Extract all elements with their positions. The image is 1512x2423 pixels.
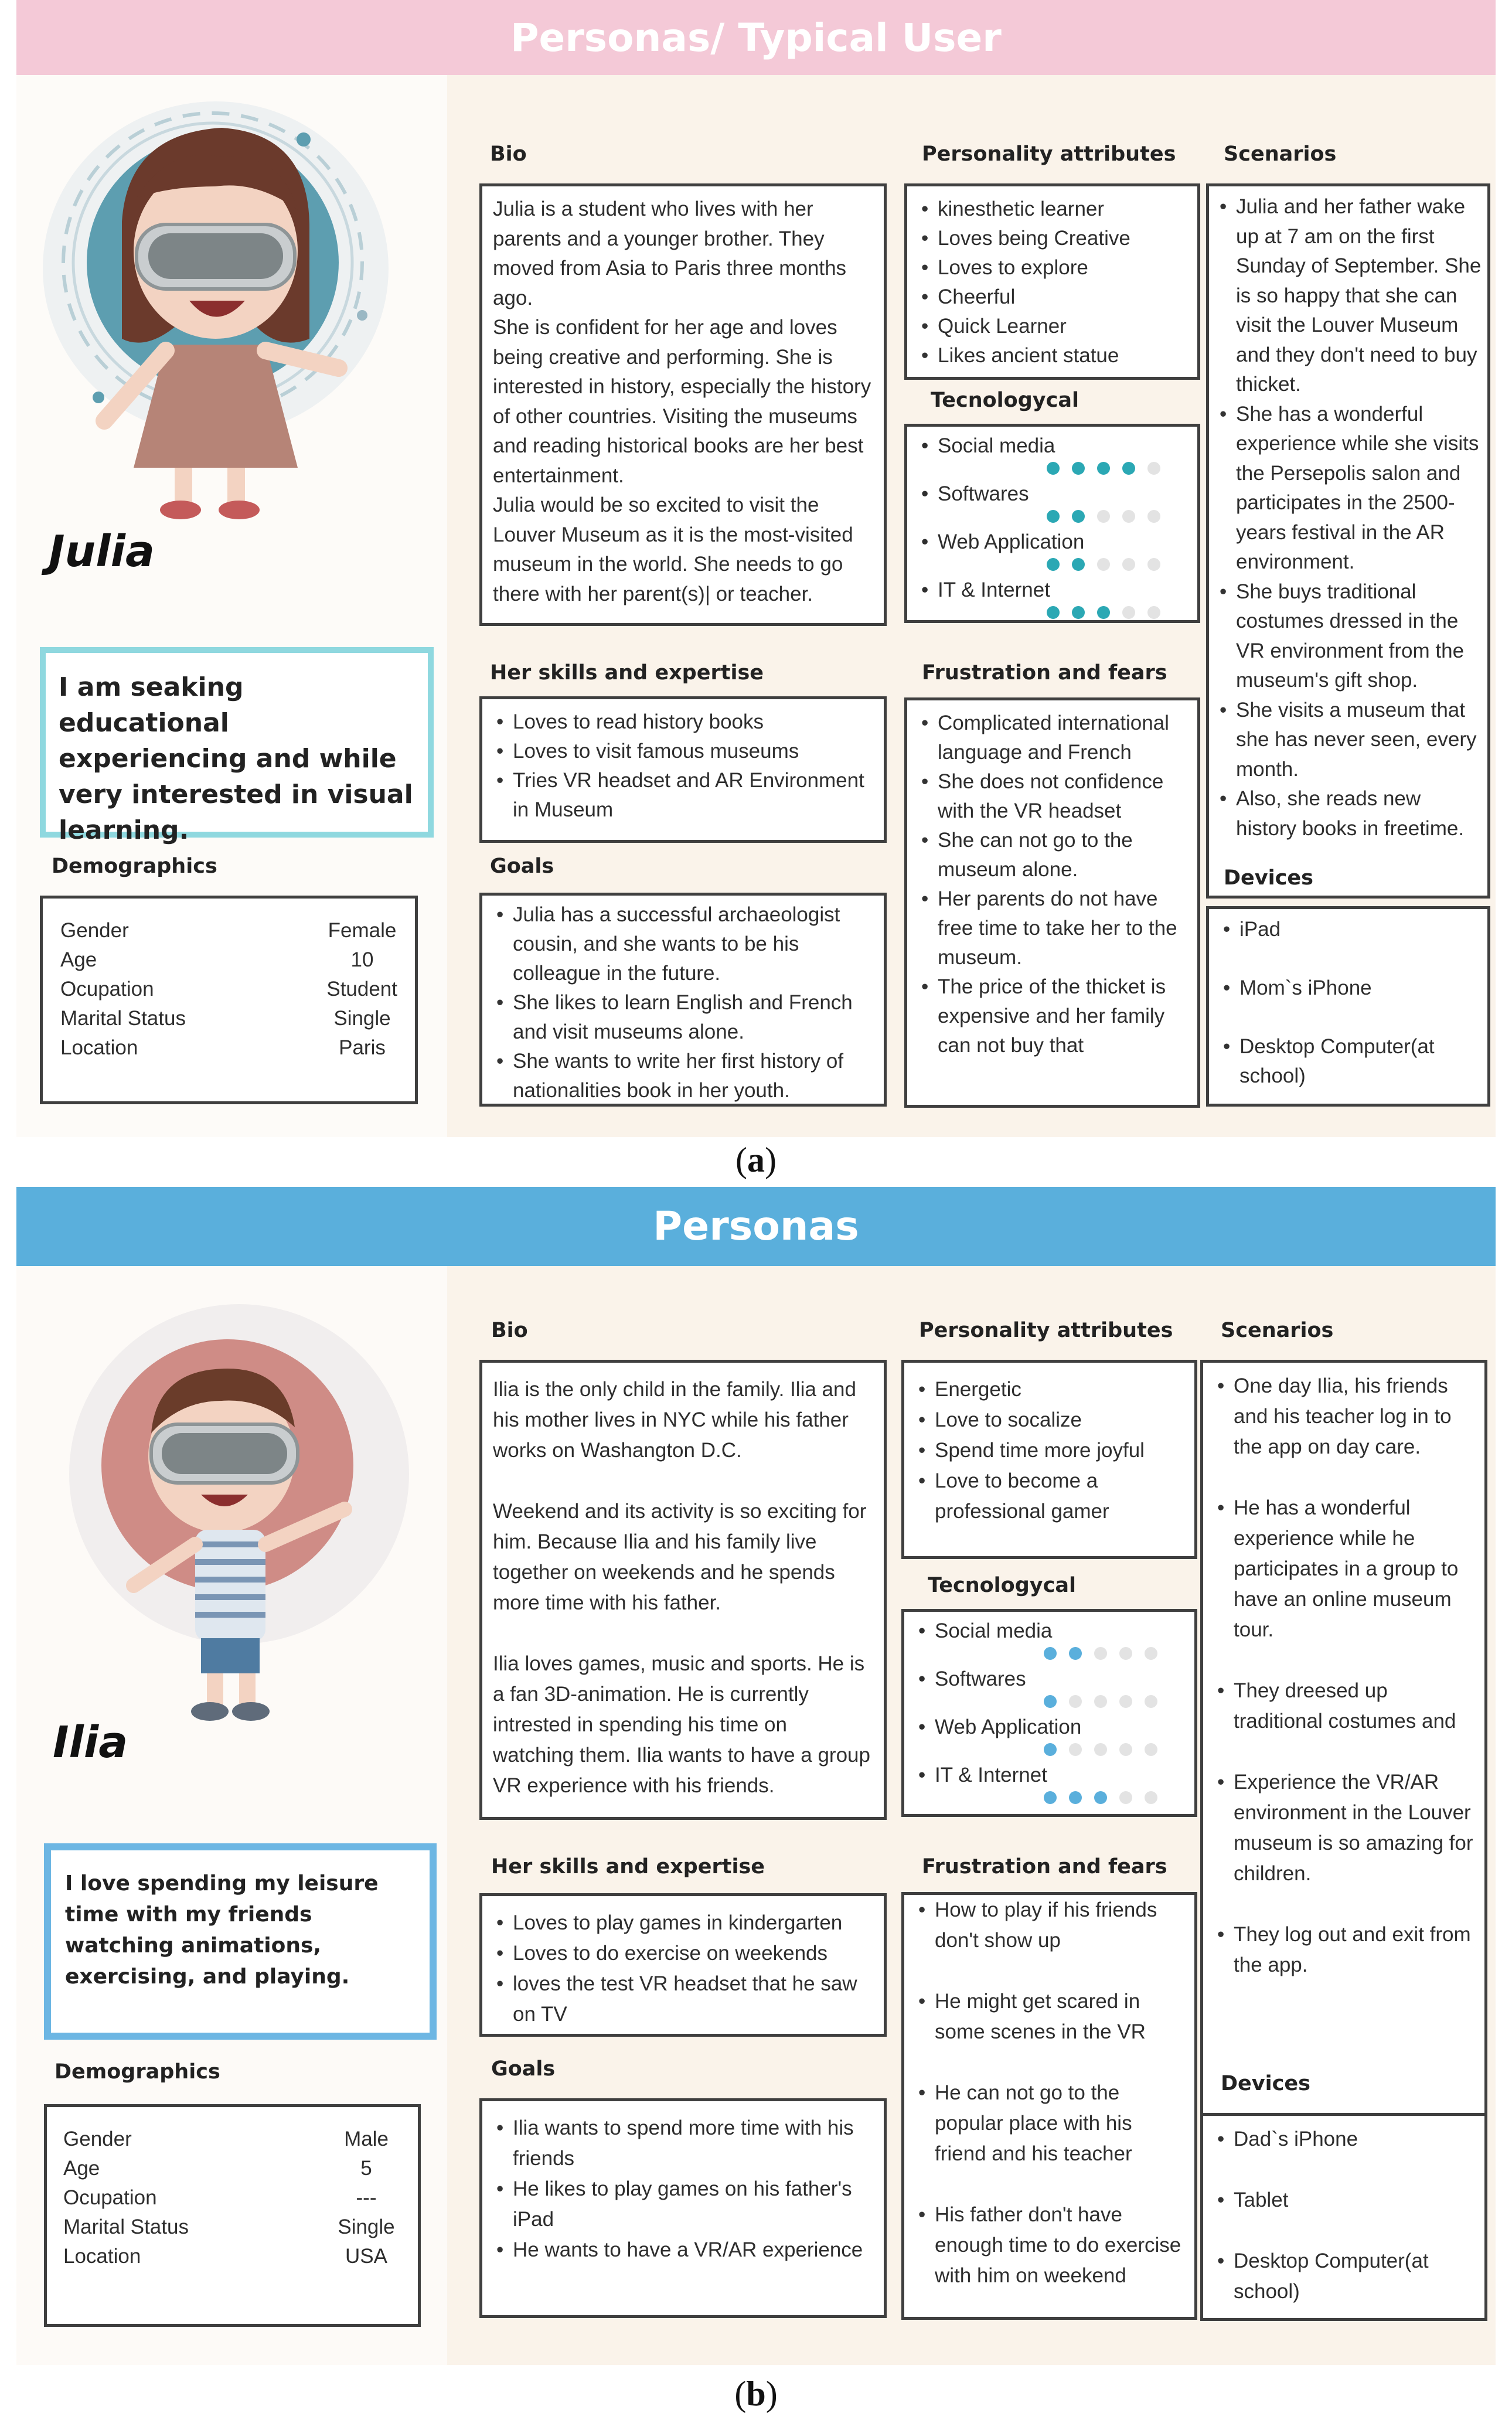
devices-heading: Devices [1224,866,1313,890]
tech-box [901,1609,1197,1817]
panel-title: Personas/ Typical User [16,0,1496,75]
list-item: • Dad`s iPhone [1214,2124,1474,2155]
list-item: • One day Ilia, his friends and his teacher log in to the app on day care. [1214,1371,1474,1462]
skill-dot-filled [1072,510,1085,523]
demographics-heading: Demographics [52,855,217,878]
scenarios-box [1206,183,1490,899]
list-item: • Julia has a successful archaeologist cousin, and she wants to be his colleague in the future. [493,900,873,988]
list-item: • Loves to do exercise on weekends [493,1938,873,1969]
panel-title: Personas [16,1187,1496,1266]
tech-item: • Web Application [915,1713,1184,1761]
persona-name: Ilia [53,1717,128,1768]
skill-dot-filled [1094,1791,1107,1804]
skills-heading: Her skills and expertise [490,661,764,685]
skill-level-dots [1047,606,1160,619]
bio-box [479,183,887,626]
list-item: • The price of the thicket is expensive and her family can not buy that [918,972,1187,1060]
tech-item: • Softwares [915,1665,1184,1713]
avatar [69,1298,444,1744]
bio-paragraph: Julia is a student who lives with her parents and a younger brother. They moved from Asia to Paris three months ago. [493,198,847,309]
demographic-row: Marital Status Single [63,2216,395,2238]
scenarios-heading: Scenarios [1221,1319,1334,1342]
skill-level-dots [1044,1647,1157,1660]
skill-level-dots [1044,1743,1157,1756]
skill-dot-filled [1047,606,1060,619]
persona-content [16,75,1496,1137]
list-item: • Desktop Computer(at school) [1214,2246,1474,2307]
skill-dot-filled [1072,462,1085,475]
list-item: • Experience the VR/AR environment in the Louver museum is so amazing for children. [1214,1767,1474,1889]
devices-box [1206,906,1490,1107]
skill-dot-empty [1097,558,1110,571]
list-item: • Loves to visit famous museums [493,737,873,766]
skill-dot-filled [1097,606,1110,619]
frustration-box [904,697,1200,1108]
list-item: • She visits a museum that she has never seen, every month. [1216,696,1483,785]
list-item: • She can not go to the museum alone. [918,826,1187,884]
demographics-heading: Demographics [55,2060,220,2084]
tech-item: • Social media [918,431,1187,479]
tech-box [904,424,1200,623]
bio-paragraph: Julia would be so excited to visit the Louver Museum as it is the most-visited museum in the world. She needs to go there with her parent(s)| or teacher. [493,494,853,605]
list-item: • Loves to read history books [493,707,873,737]
skill-dot-empty [1145,1791,1157,1804]
list-item: • Love to socalize [915,1405,1184,1435]
list-item: • Cheerful [918,283,1187,312]
personality-heading: Personality attributes [919,1319,1173,1342]
skill-dot-empty [1147,462,1160,475]
tech-heading: Tecnologycal [931,389,1079,412]
list-item: • They log out and exit from the app. [1214,1920,1474,1980]
persona-content [16,1266,1496,2365]
goals-heading: Goals [490,855,554,878]
skill-dot-empty [1122,606,1135,619]
skill-dot-empty [1145,1647,1157,1660]
skill-dot-empty [1094,1647,1107,1660]
tech-item: • Social media [915,1617,1184,1665]
skills-box [479,1893,887,2037]
list-item: • Her parents do not have free time to take her to the museum. [918,884,1187,972]
skill-dot-empty [1122,510,1135,523]
demographic-row: Location USA [63,2245,387,2268]
skill-dot-filled [1072,558,1085,571]
skill-dot-empty [1145,1743,1157,1756]
skill-dot-filled [1069,1791,1082,1804]
demographics-box [44,2104,421,2327]
tech-heading: Tecnologycal [928,1574,1076,1597]
skill-level-dots [1044,1695,1157,1708]
skills-box [479,696,887,843]
list-item: • Quick Learner [918,312,1187,341]
list-item: • He likes to play games on his father's iPad [493,2174,873,2235]
personality-box [901,1360,1197,1559]
list-item: • He might get scared in some scenes in the VR [915,1986,1184,2047]
demographic-row: Ocupation --- [63,2186,377,2209]
skill-dot-empty [1069,1743,1082,1756]
scenarios-box [1200,1360,1487,2131]
list-item: • How to play if his friends don't show up [915,1895,1184,1956]
goals-box [479,893,887,1107]
list-item: • She likes to learn English and French and visit museums alone. [493,988,873,1047]
skill-dot-empty [1094,1743,1107,1756]
list-item: • Love to become a professional gamer [915,1466,1184,1527]
skill-dot-filled [1047,510,1060,523]
skill-dot-empty [1147,606,1160,619]
bio-box [479,1360,887,1820]
list-item: • kinesthetic learner [918,195,1187,224]
demographics-box [40,896,418,1104]
boy-vr-illustration [69,1298,444,1744]
scenarios-heading: Scenarios [1224,142,1337,166]
bio-heading: Bio [491,1319,528,1342]
list-item: • Spend time more joyful [915,1435,1184,1466]
persona-quote: I love spending my leisure time with my friends watching animations, exercising, and playing. [44,1843,437,2040]
list-item: • She wants to write her first history of nationalities book in her youth. [493,1047,873,1105]
personality-heading: Personality attributes [922,142,1176,166]
persona-quote: I am seaking educational experiencing and while very interested in visual learning. [40,647,434,838]
persona-name: Julia [49,526,155,577]
frustration-box [901,1892,1197,2320]
demographic-row: Age 5 [63,2157,372,2180]
list-item: • Tries VR headset and AR Environment in Museum [493,766,873,825]
list-item: • His father don't have enough time to do exercise with him on weekend [915,2200,1184,2291]
goals-heading: Goals [491,2057,556,2081]
skill-dot-empty [1097,510,1110,523]
list-item: • Ilia wants to spend more time with his friends [493,2113,873,2174]
skill-dot-empty [1145,1695,1157,1708]
list-item: • He has a wonderful experience while he participates in a group to have an online museum tour. [1214,1493,1474,1645]
demographic-row: Ocupation Student [60,978,397,1000]
skill-dot-filled [1044,1647,1057,1660]
list-item: • They dreesed up traditional costumes and [1214,1676,1474,1737]
frustration-heading: Frustration and fears [922,661,1167,685]
tech-item: • Web Application [918,528,1187,576]
list-item: • Mom`s iPhone [1220,974,1477,1003]
bio-paragraph: Ilia is the only child in the family. Ilia and his mother lives in NYC while his father works on Washangton D.C. [493,1378,856,1462]
personality-box [904,183,1200,380]
skill-dot-empty [1122,558,1135,571]
skill-dot-empty [1147,510,1160,523]
skill-dot-filled [1044,1695,1057,1708]
list-item: • Loves to play games in kindergarten [493,1908,873,1938]
skill-level-dots [1047,510,1160,523]
skill-level-dots [1047,462,1160,475]
skill-dot-filled [1044,1791,1057,1804]
skill-dot-empty [1119,1743,1132,1756]
persona-panel-julia [16,0,1496,1137]
list-item: • Loves to explore [918,253,1187,283]
list-item: • He wants to have a VR/AR experience [493,2235,873,2265]
skill-dot-empty [1119,1647,1132,1660]
skill-level-dots [1047,558,1160,571]
figure-caption: (a) [735,1141,777,1179]
bio-heading: Bio [490,142,527,166]
skill-level-dots [1044,1791,1157,1804]
skill-dot-filled [1047,558,1060,571]
list-item: • Likes ancient statue [918,341,1187,370]
tech-item: • IT & Internet [918,576,1187,624]
frustration-heading: Frustration and fears [922,1855,1167,1878]
devices-box [1200,2113,1487,2321]
demographic-row: Location Paris [60,1036,386,1059]
persona-panel-ilia [16,1187,1496,2365]
skill-dot-empty [1069,1695,1082,1708]
list-item: • loves the test VR headset that he saw on TV [493,1969,873,2030]
list-item: • She has a wonderful experience while she visits the Persepolis salon and participates in the 2500-years festival in the AR environment. [1216,400,1483,577]
bio-paragraph: Ilia loves games, music and sports. He is a fan 3D-animation. He is currently intrested in spending his time on watching them. Ilia wants to have a group VR experience with his friends. [493,1652,870,1797]
list-item: • Also, she reads new history books in freetime. [1216,784,1483,843]
skill-dot-empty [1147,558,1160,571]
figure-caption: (b) [734,2374,778,2413]
demographic-row: Gender Male [63,2128,389,2150]
skill-dot-filled [1072,606,1085,619]
bio-paragraph: Weekend and its activity is so exciting for him. Because Ilia and his family live together on weekends and he spends more time with his father. [493,1500,867,1614]
list-item: • Energetic [915,1374,1184,1405]
skill-dot-filled [1047,462,1060,475]
skill-dot-empty [1119,1791,1132,1804]
list-item: • He can not go to the popular place with his friend and his teacher [915,2078,1184,2169]
skill-dot-empty [1119,1695,1132,1708]
skill-dot-filled [1122,462,1135,475]
list-item: • Loves being Creative [918,224,1187,253]
girl-vr-illustration [34,93,421,538]
skill-dot-filled [1097,462,1110,475]
devices-heading: Devices [1221,2072,1310,2095]
skill-dot-filled [1069,1647,1082,1660]
list-item: • She does not confidence with the VR headset [918,767,1187,826]
demographic-row: Age 10 [60,948,374,971]
list-item: • Julia and her father wake up at 7 am on the first Sunday of September. She is so happy that she can visit the Louver Museum and they don't need to buy thicket. [1216,192,1483,400]
tech-item: • IT & Internet [915,1761,1184,1809]
avatar [34,93,421,538]
list-item: • Desktop Computer(at school) [1220,1032,1477,1091]
skills-heading: Her skills and expertise [491,1855,765,1878]
bio-paragraph: She is confident for her age and loves being creative and performing. She is interested in history, especially the history of other countries. Visiting the museums and reading historical books are her best entertainment. [493,316,871,487]
goals-box [479,2098,887,2318]
list-item: • Tablet [1214,2185,1474,2216]
skill-dot-empty [1094,1695,1107,1708]
tech-item: • Softwares [918,479,1187,528]
list-item: • She buys traditional costumes dressed in the VR environment from the museum's gift shop. [1216,577,1483,696]
skill-dot-filled [1044,1743,1057,1756]
list-item: • iPad [1220,915,1477,944]
demographic-row: Gender Female [60,919,397,942]
list-item: • Complicated international language and French [918,709,1187,767]
demographic-row: Marital Status Single [60,1007,391,1030]
